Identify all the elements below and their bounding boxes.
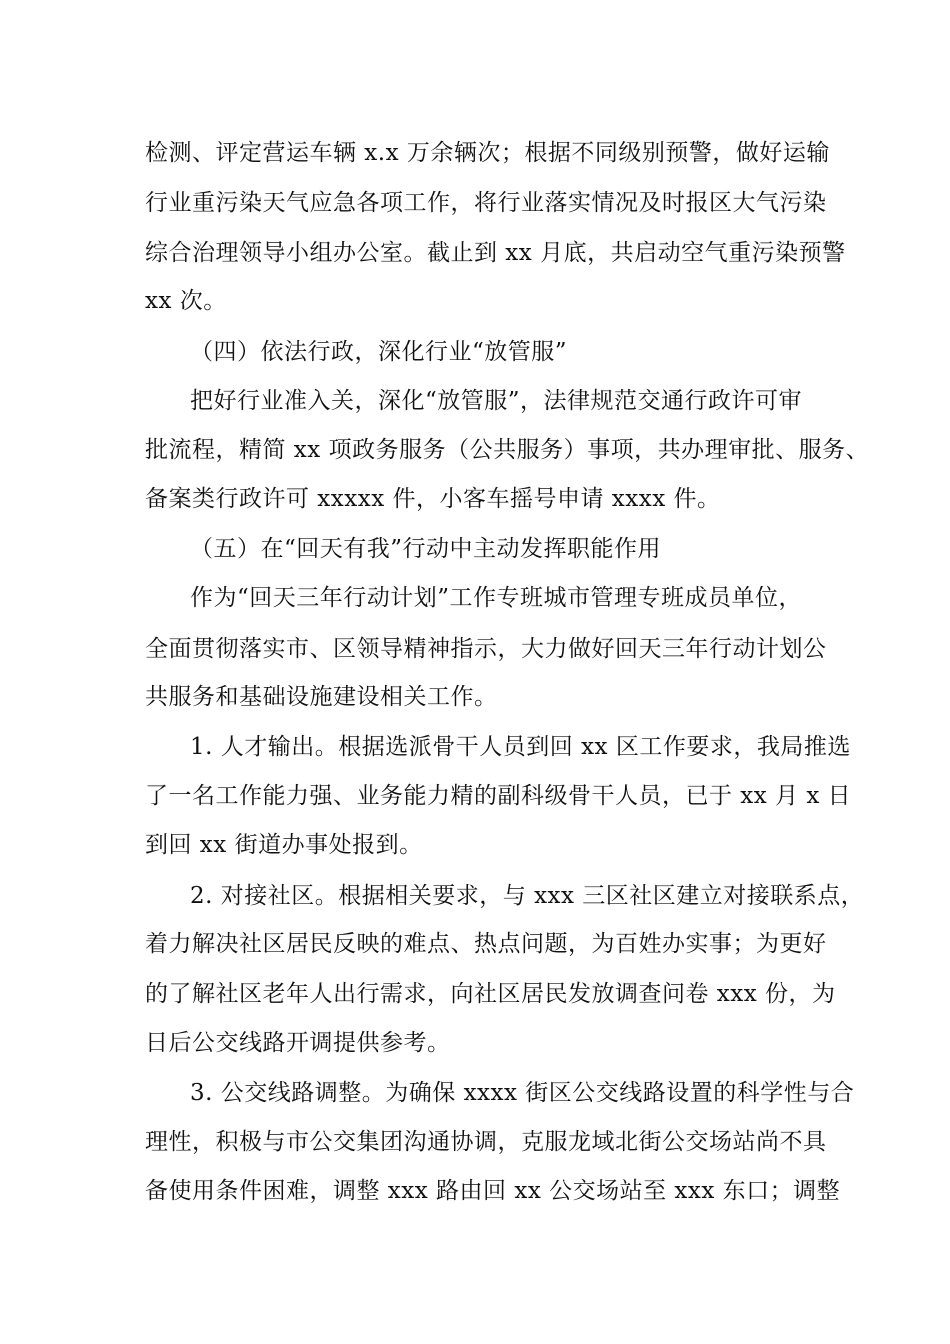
text-line: 行业重污染天气应急各项工作，将行业落实情况及时报区大气污染	[145, 190, 827, 216]
text-line: 着力解决社区居民反映的难点、热点问题，为百姓办实事；为更好	[145, 931, 827, 957]
section-heading-5: （五）在“回天有我”行动中主动发挥职能作用	[190, 536, 662, 562]
section-heading-4: （四）依法行政，深化行业“放管服”	[190, 339, 568, 365]
text-line: 理性，积极与市公交集团沟通协调，克服龙域北街公交场站尚不具	[145, 1129, 827, 1155]
text-line: 的了解社区老年人出行需求，向社区居民发放调查问卷 xxx 份，为	[145, 981, 836, 1007]
text-line: 到回 xx 街道办事处报到。	[145, 832, 423, 858]
text-line: 全面贯彻落实市、区领导精神指示，大力做好回天三年行动计划公	[145, 636, 827, 662]
text-line: 了一名工作能力强、业务能力精的副科级骨干人员，已于 xx 月 x 日	[145, 783, 852, 809]
list-item-1: 1. 人才输出。根据选派骨干人员到回 xx 区工作要求，我局推选	[190, 734, 851, 760]
text-line: 日后公交线路开调提供参考。	[145, 1030, 451, 1056]
text-line: 作为“回天三年行动计划”工作专班城市管理专班成员单位，	[190, 585, 803, 611]
text-line: 检测、评定营运车辆 x.x 万余辆次；根据不同级别预警，做好运输	[145, 140, 830, 166]
text-line: 批流程，精简 xx 项政务服务（公共服务）事项，共办理审批、服务、	[145, 437, 870, 463]
text-line: 共服务和基础设施建设相关工作。	[145, 684, 498, 710]
text-line: 把好行业准入关，深化“放管服”，法律规范交通行政许可审	[190, 388, 803, 414]
text-line: 备使用条件困难，调整 xxx 路由回 xx 公交场站至 xxx 东口；调整	[145, 1178, 841, 1204]
text-line: xx 次。	[145, 288, 227, 314]
list-item-3: 3. 公交线路调整。为确保 xxxx 街区公交线路设置的科学性与合	[190, 1080, 855, 1106]
text-line: 备案类行政许可 xxxxx 件，小客车摇号申请 xxxx 件。	[145, 486, 721, 512]
text-line: 综合治理领导小组办公室。截止到 xx 月底，共启动空气重污染预警	[145, 240, 846, 266]
list-item-2: 2. 对接社区。根据相关要求，与 xxx 三区社区建立对接联系点，	[190, 883, 865, 909]
